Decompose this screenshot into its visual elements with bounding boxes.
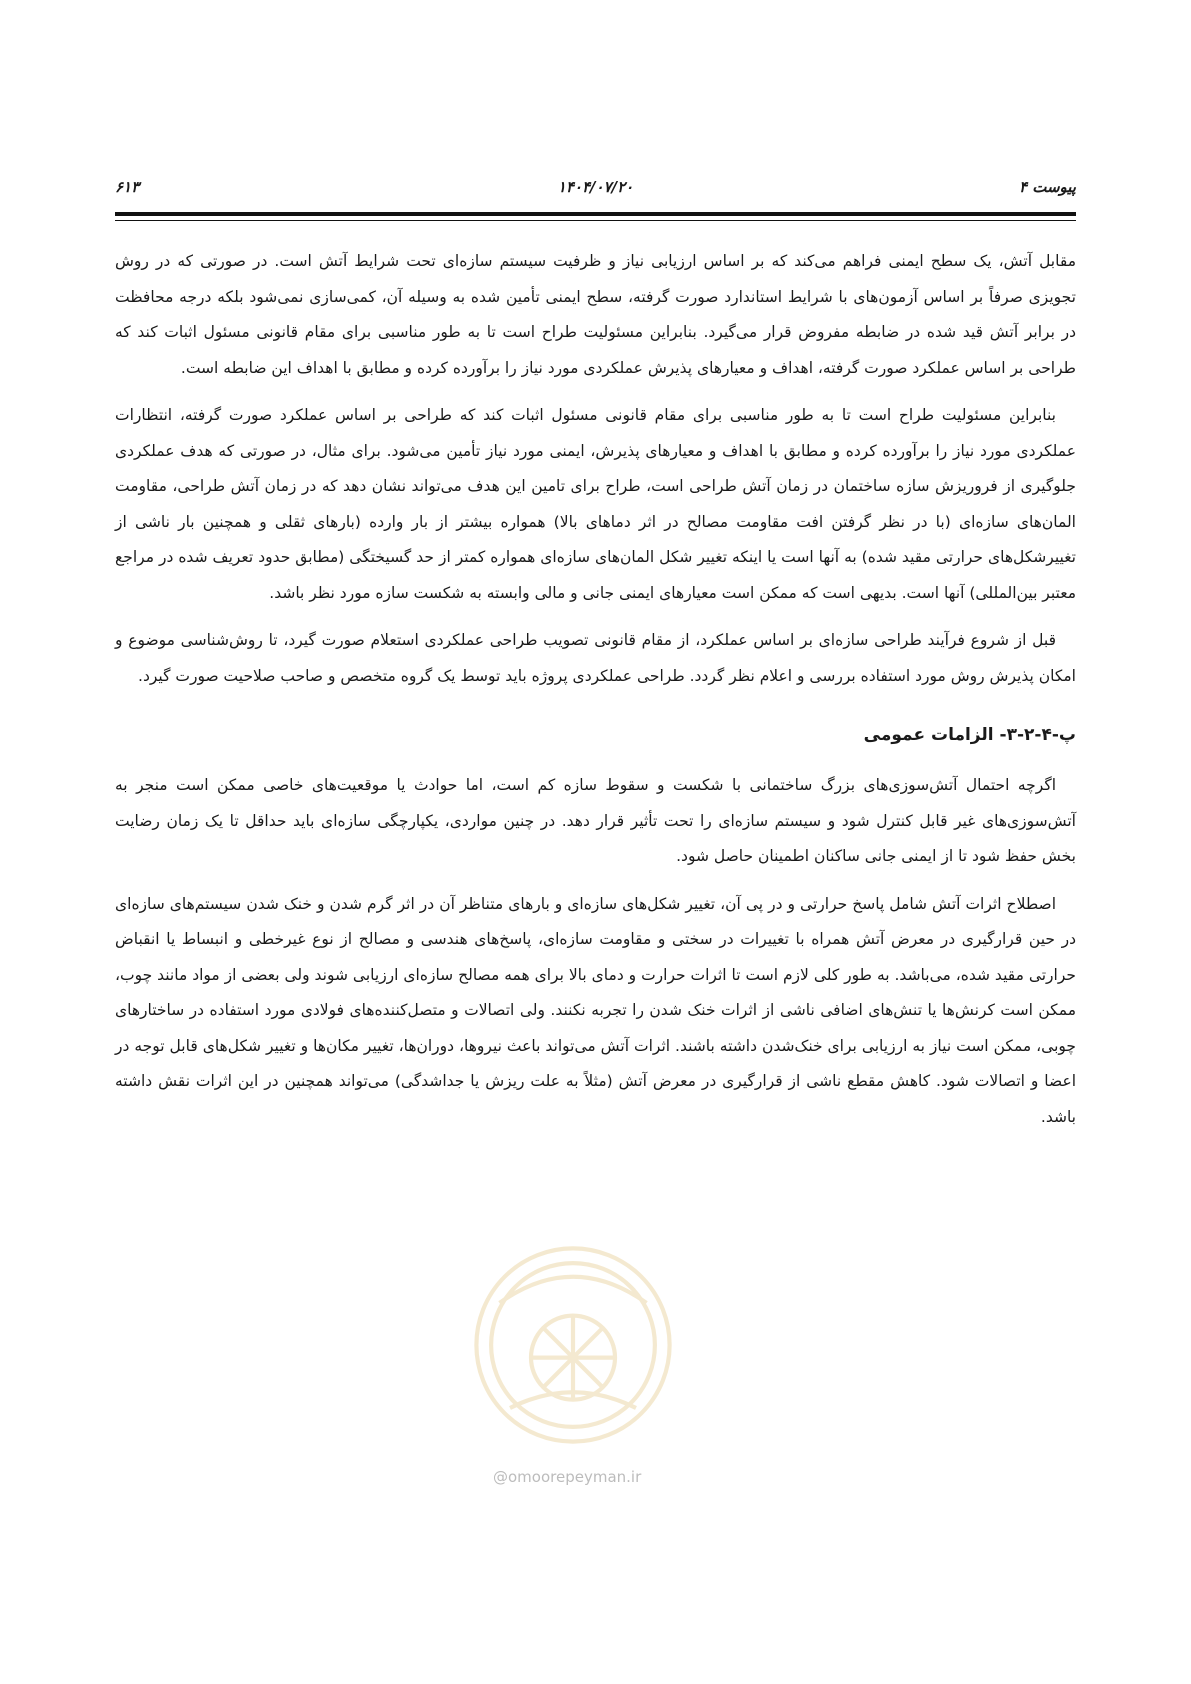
section-heading: پ-۴-۲-۳- الزامات عمومی — [863, 725, 1076, 745]
body-text — [115, 244, 1076, 1147]
header-section: پیوست ۴ — [1018, 178, 1076, 196]
paragraph-3: قبل از شروع فرآیند طراحی سازه‌ای بر اساس عملکرد، از مقام قانونی تصویب طراحی عملکردی استعلام صورت گیرد، تا روش‌شناسی موضوع و امکان پذیرش روش مورد استفاده بررسی و اعلام نظر گردد. طراحی عملکردی پروژه باید توسط یک گروه متخصص و صاحب صلاحیت صورت گیرد. — [115, 631, 1076, 685]
seal-logo-icon — [468, 1240, 678, 1450]
paragraph-5: اصطلاح اثرات آتش شامل پاسخ حرارتی و در پی آن، تغییر شکل‌های سازه‌ای و بارهای متناظر آن در اثر گرم شدن و خنک شدن سیستم‌های سازه‌ای در حین قرارگیری در معرض آتش همراه با تغییرات در سختی و مقاومت سازه‌ای، پاسخ‌های هندسی و مصالح از نوع غیرخطی و انبساط یا انقباض حرارتی مقید شده، می‌باشد. به طور کلی لازم است تا اثرات حرارت و دمای بالا برای همه مصالح سازه‌ای ارزیابی شوند ولی بعضی از مواد مانند چوب، ممکن است کرنش‌ها یا تنش‌های اضافی ناشی از اثرات خنک شدن را تجربه نکنند. ولی اتصالات و متصل‌کننده‌های فولادی مورد استفاده در ساختارهای چوبی، ممکن است نیاز به ارزیابی برای خنک‌شدن داشته باشند. اثرات آتش می‌تواند باعث نیروها، دوران‌ها، تغییر مکان‌ها و تغییر شکل‌های قابل توجه در اعضا و اتصالات شود. کاهش مقطع ناشی از قرارگیری در معرض آتش (مثلاً به علت ریزش یا جداشدگی) می‌تواند همچنین در این اثرات نقش داشته باشد. — [115, 894, 1076, 1126]
paragraph-1: مقابل آتش، یک سطح ایمنی فراهم می‌کند که بر اساس ارزیابی نیاز و ظرفیت سیستم سازه‌ای تحت شرایط آتش است. در صورتی که در روش تجویزی صرفاً بر اساس آزمون‌های با شرایط استاندارد صورت گرفته، سطح ایمنی تأمین شده به وسیله آن، کمی‌سازی نمی‌شود بلکه درجه محافظت در برابر آتش قید شده در ضابطه مفروض قرار می‌گیرد. بنابراین مسئولیت طراح است تا به طور مناسبی برای مقام قانونی مسئول اثبات کند که طراحی بر اساس عملکرد صورت گرفته، اهداف و معیارهای پذیرش عملکردی مورد نیاز را برآورده کرده و مطابق با اهداف این ضابطه است. — [115, 252, 1076, 377]
paragraph-4: اگرچه احتمال آتش‌سوزی‌های بزرگ ساختمانی با شکست و سقوط سازه کم است، اما حوادث یا موقعیت‌های خاصی ممکن است منجر به آتش‌سوزی‌های غیر قابل کنترل شود و سیستم سازه‌ای را تحت تأثیر قرار دهد. در چنین مواردی، یکپارچگی سازه‌ای باید حداقل تا یک زمان رضایت بخش حفظ شود تا از ایمنی جانی ساکنان اطمینان حاصل شود. — [115, 776, 1076, 865]
header-page-number: ۶۱۳ — [115, 178, 140, 196]
header-date: ۱۴۰۴/۰۷/۲۰ — [557, 178, 634, 196]
paragraph-2: بنابراین مسئولیت طراح است تا به طور مناسبی برای مقام قانونی مسئول اثبات کند که طراحی بر اساس عملکرد صورت گرفته، انتظارات عملکردی مورد نیاز را برآورده کرده و مطابق با اهداف و معیارهای پذیرش، ایمنی مورد نیاز تأمین می‌شود. برای مثال، در صورتی که هدف عملکردی جلوگیری از فروریزش سازه ساختمان در زمان آتش طراحی است، طراح برای تامین این هدف می‌تواند نشان دهد که در زمان آتش طراحی، مقاومت المان‌های سازه‌ای (با در نظر گرفتن افت مقاومت مصالح در اثر دماهای بالا) همواره بیشتر از بار وارده (بارهای ثقلی و همچنین بار ناشی از تغییرشکل‌های حرارتی مقید شده) به آنها است یا اینکه تغییر شکل المان‌های سازه‌ای همواره کمتر از حد گسیختگی (مطابق حدود تعریف شده در مراجع معتبر بین‌المللی) آنها است. بدیهی است که ممکن است معیارهای ایمنی جانی و مالی وابسته به شکست سازه مورد نظر باشد. — [115, 406, 1076, 602]
page-header — [115, 178, 1076, 208]
header-rule-thick — [115, 212, 1076, 216]
watermark-url: @omoorepeyman.ir — [493, 1468, 642, 1486]
header-rule-thin — [115, 220, 1076, 221]
